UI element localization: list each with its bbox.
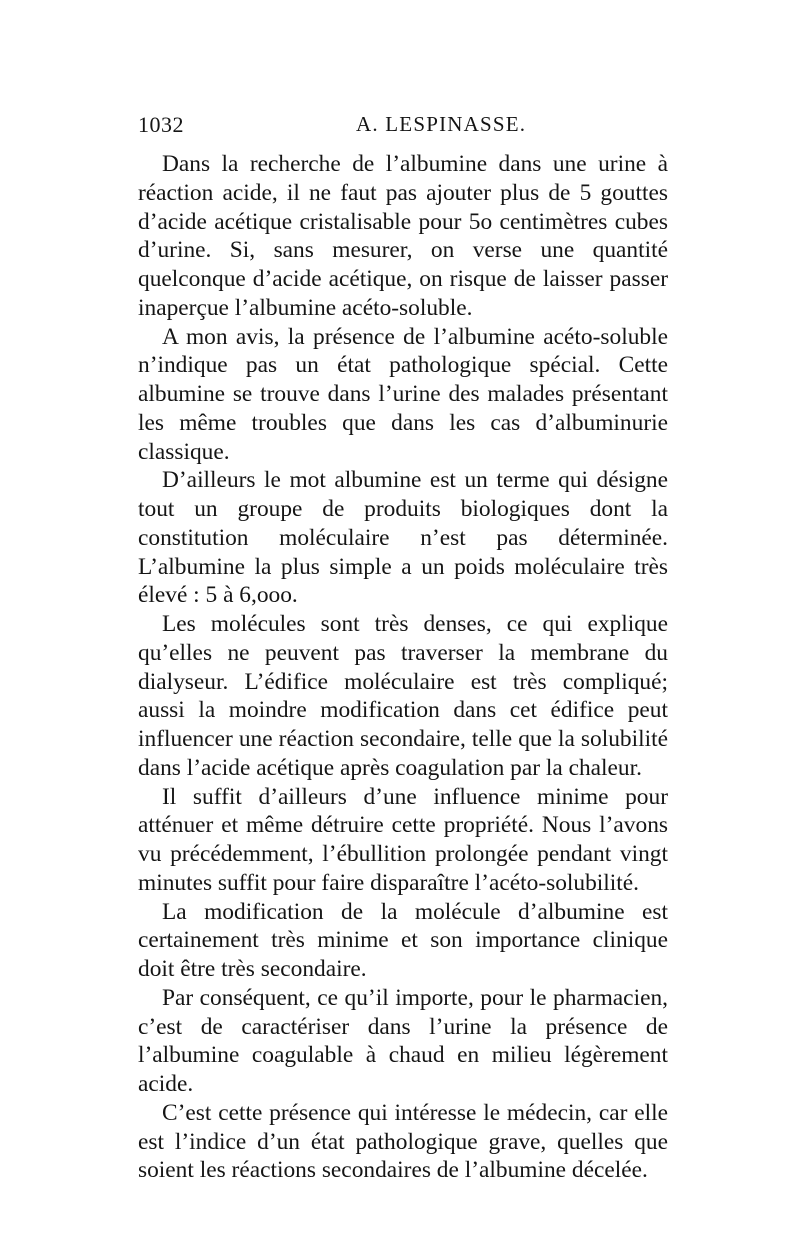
paragraph: Dans la recherche de l’albumine dans une urine à réaction acide, il ne faut pas ajouter plus de 5 gouttes d’acide acétique cristalisable pour 5o centimètres cubes d’urine. Si, sans mesurer, on verse une quantité quelconque d’acide acétique, on risque de laisser passer inaperçue l’albumine acéto-soluble. <box>138 151 668 321</box>
running-head-author: A. LESPINASSE. <box>356 112 527 136</box>
paragraph: La modification de la molécule d’albumine est certainement très minime et son importance clinique doit être très secondaire. <box>138 898 668 982</box>
body-text <box>138 150 668 1185</box>
paragraph: Par conséquent, ce qu’il importe, pour le pharmacien, c’est de caractériser dans l’urine la présence de l’albumine coagulable à chaud en milieu légèrement acide. <box>138 984 668 1097</box>
paragraph: D’ailleurs le mot albumine est un terme qui désigne tout un groupe de produits biologiques dont la constitution moléculaire n’est pas déterminée. L’albumine la plus simple a un poids moléculaire très élevé : 5 à 6,ooo. <box>138 467 668 609</box>
paragraph: A mon avis, la présence de l’albumine acéto-soluble n’indique pas un état pathologique spécial. Cette albumine se trouve dans l’urine des malades présentant les même troubles que dans les cas d’albuminurie classique. <box>138 323 668 465</box>
paragraph: Il suffit d’ailleurs d’une influence minime pour atténuer et même détruire cette propriété. Nous l’avons vu précédemment, l’ébullition prolongée pendant vingt minutes suffit pour faire disparaître l’acéto-solubilité. <box>138 783 668 896</box>
paragraph: C’est cette présence qui intéresse le médecin, car elle est l’indice d’un état pathologique grave, quelles que soient les réactions secondaires de l’albumine décelée. <box>138 1099 668 1184</box>
page-number: 1032 <box>138 112 184 137</box>
running-head <box>138 112 668 140</box>
paragraph: Les molécules sont très denses, ce qui explique qu’elles ne peuvent pas traverser la membrane du dialyseur. L’édifice moléculaire est très compliqué; aussi la moindre modification dans cet édifice peut influencer une réaction secondaire, telle que la solubilité dans l’acide acétique après coagulation par la chaleur. <box>138 611 668 781</box>
